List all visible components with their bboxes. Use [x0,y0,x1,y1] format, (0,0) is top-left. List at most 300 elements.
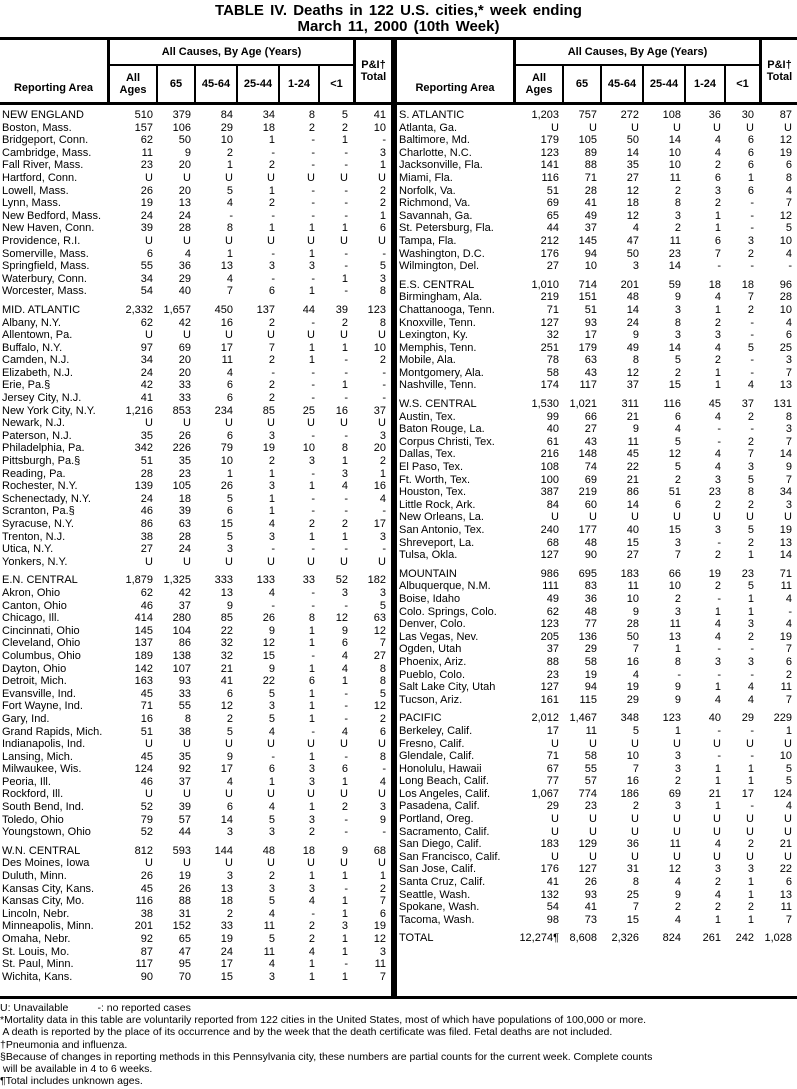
value-cell: U [340,857,348,870]
reporting-area-label: Minneapolis, Minn. [2,920,94,933]
value-cell: 90 [140,970,153,983]
value-cell: 7 [226,285,233,298]
city-row [397,222,797,235]
value-cell: 17 [220,958,233,971]
value-cell: 21 [779,838,792,851]
reporting-area-label: Jacksonville, Fla. [399,159,483,172]
value-cell: 23 [708,486,721,499]
reporting-area-label: Memphis, Tenn. [399,341,477,354]
value-cell: 157 [134,121,153,134]
value-cell: 79 [140,813,153,826]
value-cell: 8 [632,354,639,367]
value-cell: 1 [268,775,275,788]
value-cell: 11 [669,838,681,851]
value-cell: 2 [379,882,386,895]
value-cell: 83 [584,580,597,593]
value-cell: 20 [178,184,191,197]
value-cell: U [183,555,191,568]
reporting-area-label: Portland, Oreg. [399,813,474,826]
value-cell: - [344,354,348,367]
value-cell: 8 [674,655,681,668]
value-cell: 240 [540,524,559,536]
city-row [0,455,391,468]
value-cell: - [717,260,721,273]
city-row [397,423,797,436]
city-row [0,285,391,298]
city-row [0,329,391,342]
value-cell: 11 [585,724,597,737]
value-cell: 2 [674,184,681,197]
value-cell: 35 [178,455,191,468]
city-row [0,122,391,135]
value-cell: 36 [708,109,721,121]
value-cell: 9 [632,423,639,436]
value-cell: 1 [747,171,754,184]
value-cell: 40 [178,285,191,298]
value-cell: 4 [226,366,233,379]
value-cell: 1 [714,913,721,926]
value-cell: 18 [626,197,639,210]
value-cell: 10 [302,442,315,455]
value-cell: 13 [220,882,233,895]
city-row [397,656,797,669]
value-cell: 3 [379,272,386,285]
value-cell: 11 [669,234,681,247]
value-cell: 5 [379,599,386,612]
value-cell: U [225,788,233,801]
value-cell: - [750,750,754,763]
value-cell: 63 [178,518,191,530]
value-cell: 757 [578,109,597,121]
region-section [397,109,797,273]
value-cell: 133 [256,574,275,587]
value-cell: 242 [735,932,754,945]
reporting-area-label: Salt Lake City, Utah [399,681,496,694]
value-cell: 31 [178,907,191,920]
reporting-area-label: Youngstown, Ohio [2,826,91,839]
value-cell: 57 [584,775,597,788]
region-section [0,574,391,838]
reporting-area-label: Boston, Mass. [2,121,72,134]
value-cell: 47 [178,945,191,958]
value-cell: 24 [140,209,153,222]
value-cell: 50 [178,134,191,147]
value-cell: 4 [785,618,792,631]
value-cell: U [340,417,348,430]
value-cell: - [344,159,348,172]
reporting-area-label: W.N. CENTRAL [2,844,81,857]
value-cell: U [589,121,597,134]
value-cell: 34 [140,272,153,285]
value-cell: 10 [373,121,386,134]
value-cell: 3 [632,260,639,273]
value-cell: 28 [178,530,191,543]
city-row [0,958,391,971]
value-cell: 108 [662,109,681,121]
value-cell: 2,332 [125,303,153,316]
value-cell: 28 [584,184,597,197]
city-row [0,908,391,921]
value-cell: 98 [546,913,559,926]
value-cell: 6 [747,184,754,197]
value-cell: 27 [626,549,639,562]
value-cell: - [717,423,721,436]
value-cell: U [145,788,153,801]
value-cell: U [340,738,348,751]
value-cell: 1 [341,675,348,688]
value-cell: U [225,234,233,247]
value-cell: 41 [546,876,559,889]
value-cell: 9 [184,146,191,159]
value-cell: 2 [747,303,754,316]
value-cell: 3 [308,455,315,468]
value-cell: 9 [674,888,681,901]
reporting-area-label: Cleveland, Ohio [2,637,81,650]
value-cell: 2 [747,838,754,851]
value-cell: - [382,247,386,260]
value-cell: 1 [308,750,315,763]
value-cell: 16 [626,775,639,788]
value-cell: 4 [379,492,386,505]
col-header-all-ages [110,66,158,102]
reporting-area-label: Scranton, Pa.§ [2,505,75,518]
city-row [397,631,797,644]
value-cell: 3 [714,473,721,486]
value-cell: 18 [302,844,315,857]
value-cell: 3 [308,763,315,776]
city-row [0,751,391,764]
city-row [397,606,797,619]
value-cell: 1 [226,159,233,172]
value-cell: 1 [785,724,792,737]
value-cell: 36 [584,592,597,605]
city-row [397,618,797,631]
value-cell: 5 [268,687,275,700]
value-cell: 17 [546,724,559,737]
value-cell: 3 [341,467,348,480]
value-cell: 10 [220,134,233,147]
reporting-area-label: Seattle, Wash. [399,888,471,901]
value-cell: 2 [747,247,754,260]
city-row [397,159,797,172]
value-cell: 105 [578,134,597,147]
reporting-area-label: Albany, N.Y. [2,316,61,329]
value-cell: - [344,492,348,505]
value-cell: 4 [747,379,754,392]
value-cell: 59 [668,278,681,291]
value-cell: 20 [178,354,191,367]
city-row [397,436,797,449]
reporting-area-label: Somerville, Mass. [2,247,89,260]
value-cell: 3 [268,260,275,273]
reporting-area-label: Lynn, Mass. [2,197,61,210]
reporting-area-label: Cambridge, Mass. [2,146,92,159]
value-cell: - [750,366,754,379]
value-cell: 16 [626,655,639,668]
value-cell: 1 [714,775,721,788]
value-cell: 4 [785,184,792,197]
city-row [397,147,797,160]
city-row [397,876,797,889]
city-row [0,650,391,663]
value-cell: 1 [308,970,315,983]
value-cell: 12 [220,700,233,713]
value-cell: 2 [308,518,315,530]
city-row [397,643,797,656]
value-cell: 26 [178,882,191,895]
value-cell: 6 [747,134,754,147]
pni-total-header [353,40,391,102]
value-cell: 4 [714,291,721,304]
reporting-area-label: Canton, Ohio [2,599,67,612]
value-cell: 7 [785,693,792,706]
value-cell: 14 [779,549,792,562]
value-cell: 1 [341,222,348,235]
footnote-asterisk-line1: *Mortality data in this table are voluntarily reported from 122 cities in the United States, most of which have populations of 100,000 or more. [0,1014,647,1027]
value-cell: 15 [626,536,639,549]
reporting-area-label: Bridgeport, Conn. [2,134,89,147]
value-cell: 46 [140,505,153,518]
value-cell: 2 [379,197,386,210]
value-cell: 19 [140,197,153,210]
city-row [0,726,391,739]
pni-header-line2: Total [360,71,387,83]
city-row [0,713,391,726]
value-cell: 1,216 [125,404,153,417]
value-cell: - [344,392,348,405]
value-cell: - [271,209,275,222]
value-cell: 1,325 [163,574,191,587]
city-row [397,901,797,914]
city-row [0,625,391,638]
city-row [397,448,797,461]
value-cell: 49 [584,209,597,222]
value-cell: 2 [268,316,275,329]
reporting-area-header: Reporting Area [0,40,110,102]
value-cell: 2 [268,354,275,367]
value-cell: U [307,171,315,184]
city-row [397,580,797,593]
value-cell: 2 [747,536,754,549]
value-cell: U [267,857,275,870]
value-cell: 11 [780,580,792,593]
city-row [0,442,391,455]
reporting-area-label: Shreveport, La. [399,536,475,549]
value-cell: U [267,171,275,184]
city-row [397,260,797,273]
value-cell: 19 [626,681,639,694]
value-cell: 104 [172,624,191,637]
value-cell: 95 [178,958,191,971]
value-cell: 3 [747,655,754,668]
reporting-area-label: Tucson, Ariz. [399,693,463,706]
value-cell: 2 [268,197,275,210]
value-cell: 16 [335,404,348,417]
value-cell: 3 [714,655,721,668]
value-cell: 17 [373,518,386,530]
city-row [0,738,391,751]
value-cell: 5 [226,492,233,505]
value-cell: 4 [226,272,233,285]
reporting-area-label: MID. ATLANTIC [2,303,81,316]
value-cell: 65 [546,209,559,222]
value-cell: 6 [747,146,754,159]
value-cell: 5 [785,775,792,788]
value-cell: 3 [379,801,386,814]
value-cell: 14 [668,260,681,273]
value-cell: 4 [341,649,348,662]
value-cell: 106 [172,121,191,134]
value-cell: 3 [714,329,721,342]
value-cell: 11 [374,958,386,971]
footnote-dagger: †Pneumonia and influenza. [0,1038,128,1051]
city-row [0,814,391,827]
value-cell: 24 [626,316,639,329]
value-cell: 2 [714,354,721,367]
value-cell: 1 [714,800,721,813]
city-row [0,417,391,430]
value-cell: U [267,329,275,342]
value-cell: 2 [379,354,386,367]
city-row [0,367,391,380]
value-cell: 93 [584,888,597,901]
value-cell: - [717,592,721,605]
value-cell: 186 [620,787,639,800]
reporting-area-label: TOTAL [399,932,434,945]
reporting-area-label: Spokane, Wash. [399,901,480,914]
city-row [397,474,797,487]
value-cell: U [551,737,559,750]
value-cell: 1 [341,272,348,285]
reporting-area-label: NEW ENGLAND [2,109,84,121]
value-cell: 12 [779,209,792,222]
value-cell: U [267,234,275,247]
value-cell: U [307,788,315,801]
city-row [0,700,391,713]
value-cell: - [311,543,315,556]
value-cell: 24 [140,366,153,379]
value-cell: 5 [747,473,754,486]
value-cell: 3 [308,813,315,826]
value-cell: 17 [584,329,597,342]
reporting-area-label: Montgomery, Ala. [399,366,484,379]
value-cell: 65 [178,933,191,945]
value-cell: 25 [779,341,792,354]
city-row [0,468,391,481]
value-cell: 21 [708,787,721,800]
value-cell: 8 [674,197,681,210]
value-cell: U [267,738,275,751]
value-cell: 116 [135,895,153,908]
value-cell: 11 [780,681,792,694]
value-cell: 71 [546,750,559,763]
value-cell: 5 [747,580,754,593]
reporting-area-label: Trenton, N.J. [2,530,66,543]
value-cell: 4 [184,247,191,260]
value-cell: 1 [308,354,315,367]
value-cell: 182 [367,574,386,587]
value-cell: U [145,234,153,247]
value-cell: 24 [220,945,233,958]
reporting-area-label: W.S. CENTRAL [399,398,477,411]
value-cell: 5 [268,813,275,826]
value-cell: 1 [308,285,315,298]
reporting-area-label: Richmond, Va. [399,197,471,210]
region-section [0,109,391,298]
value-cell: - [750,643,754,656]
value-cell: 5 [268,933,275,945]
value-cell: U [589,511,597,524]
value-cell: 11 [221,354,233,367]
value-cell: 4 [226,197,233,210]
value-cell: 2 [714,159,721,172]
value-cell: 2 [268,870,275,883]
value-cell: 201 [134,920,153,933]
value-cell: 3 [341,586,348,599]
value-cell: 18 [741,278,754,291]
value-cell: 4 [785,316,792,329]
value-cell: 3 [268,970,275,983]
value-cell: 8 [226,222,233,235]
value-cell: 3 [226,870,233,883]
value-cell: 6 [379,725,386,738]
value-cell: 3 [268,480,275,493]
value-cell: 2 [379,184,386,197]
value-cell: 44 [302,303,315,316]
reporting-area-label: Baton Rouge, La. [399,423,485,436]
value-cell: 19 [373,920,386,933]
value-cell: - [750,329,754,342]
value-cell: 4 [268,586,275,599]
value-cell: 8 [632,876,639,889]
city-row [397,486,797,499]
reporting-area-label: St. Petersburg, Fla. [399,222,494,235]
value-cell: 138 [172,649,191,662]
value-cell: 4 [632,222,639,235]
value-cell: 87 [140,945,153,958]
reporting-area-label: E.S. CENTRAL [399,278,475,291]
col-header-1-24: 1-24 [280,66,320,102]
value-cell: 26 [140,184,153,197]
city-row [0,870,391,883]
reporting-area-label: Fresno, Calif. [399,737,465,750]
reporting-area-label: New Haven, Conn. [2,222,95,235]
reporting-area-label: E.N. CENTRAL [2,574,78,587]
value-cell: 2 [226,712,233,725]
col-header-all-ages [516,66,564,102]
value-cell: 5 [674,354,681,367]
value-cell: 93 [178,675,191,688]
value-cell: 40 [708,712,721,725]
value-cell: 100 [540,473,559,486]
value-cell: 1 [226,467,233,480]
value-cell: 86 [140,518,153,530]
city-row [397,122,797,135]
value-cell: 15 [220,970,233,983]
value-cell: 2 [308,121,315,134]
value-cell: U [183,788,191,801]
value-cell: 13 [779,536,792,549]
value-cell: 19 [584,668,597,681]
city-row [397,889,797,902]
value-cell: 129 [578,838,597,851]
value-cell: 11 [780,901,792,914]
value-cell: U [378,857,386,870]
value-cell: 9 [268,624,275,637]
reporting-area-label: San Jose, Calif. [399,863,477,876]
value-cell: 3 [747,461,754,474]
value-cell: 4 [714,618,721,631]
